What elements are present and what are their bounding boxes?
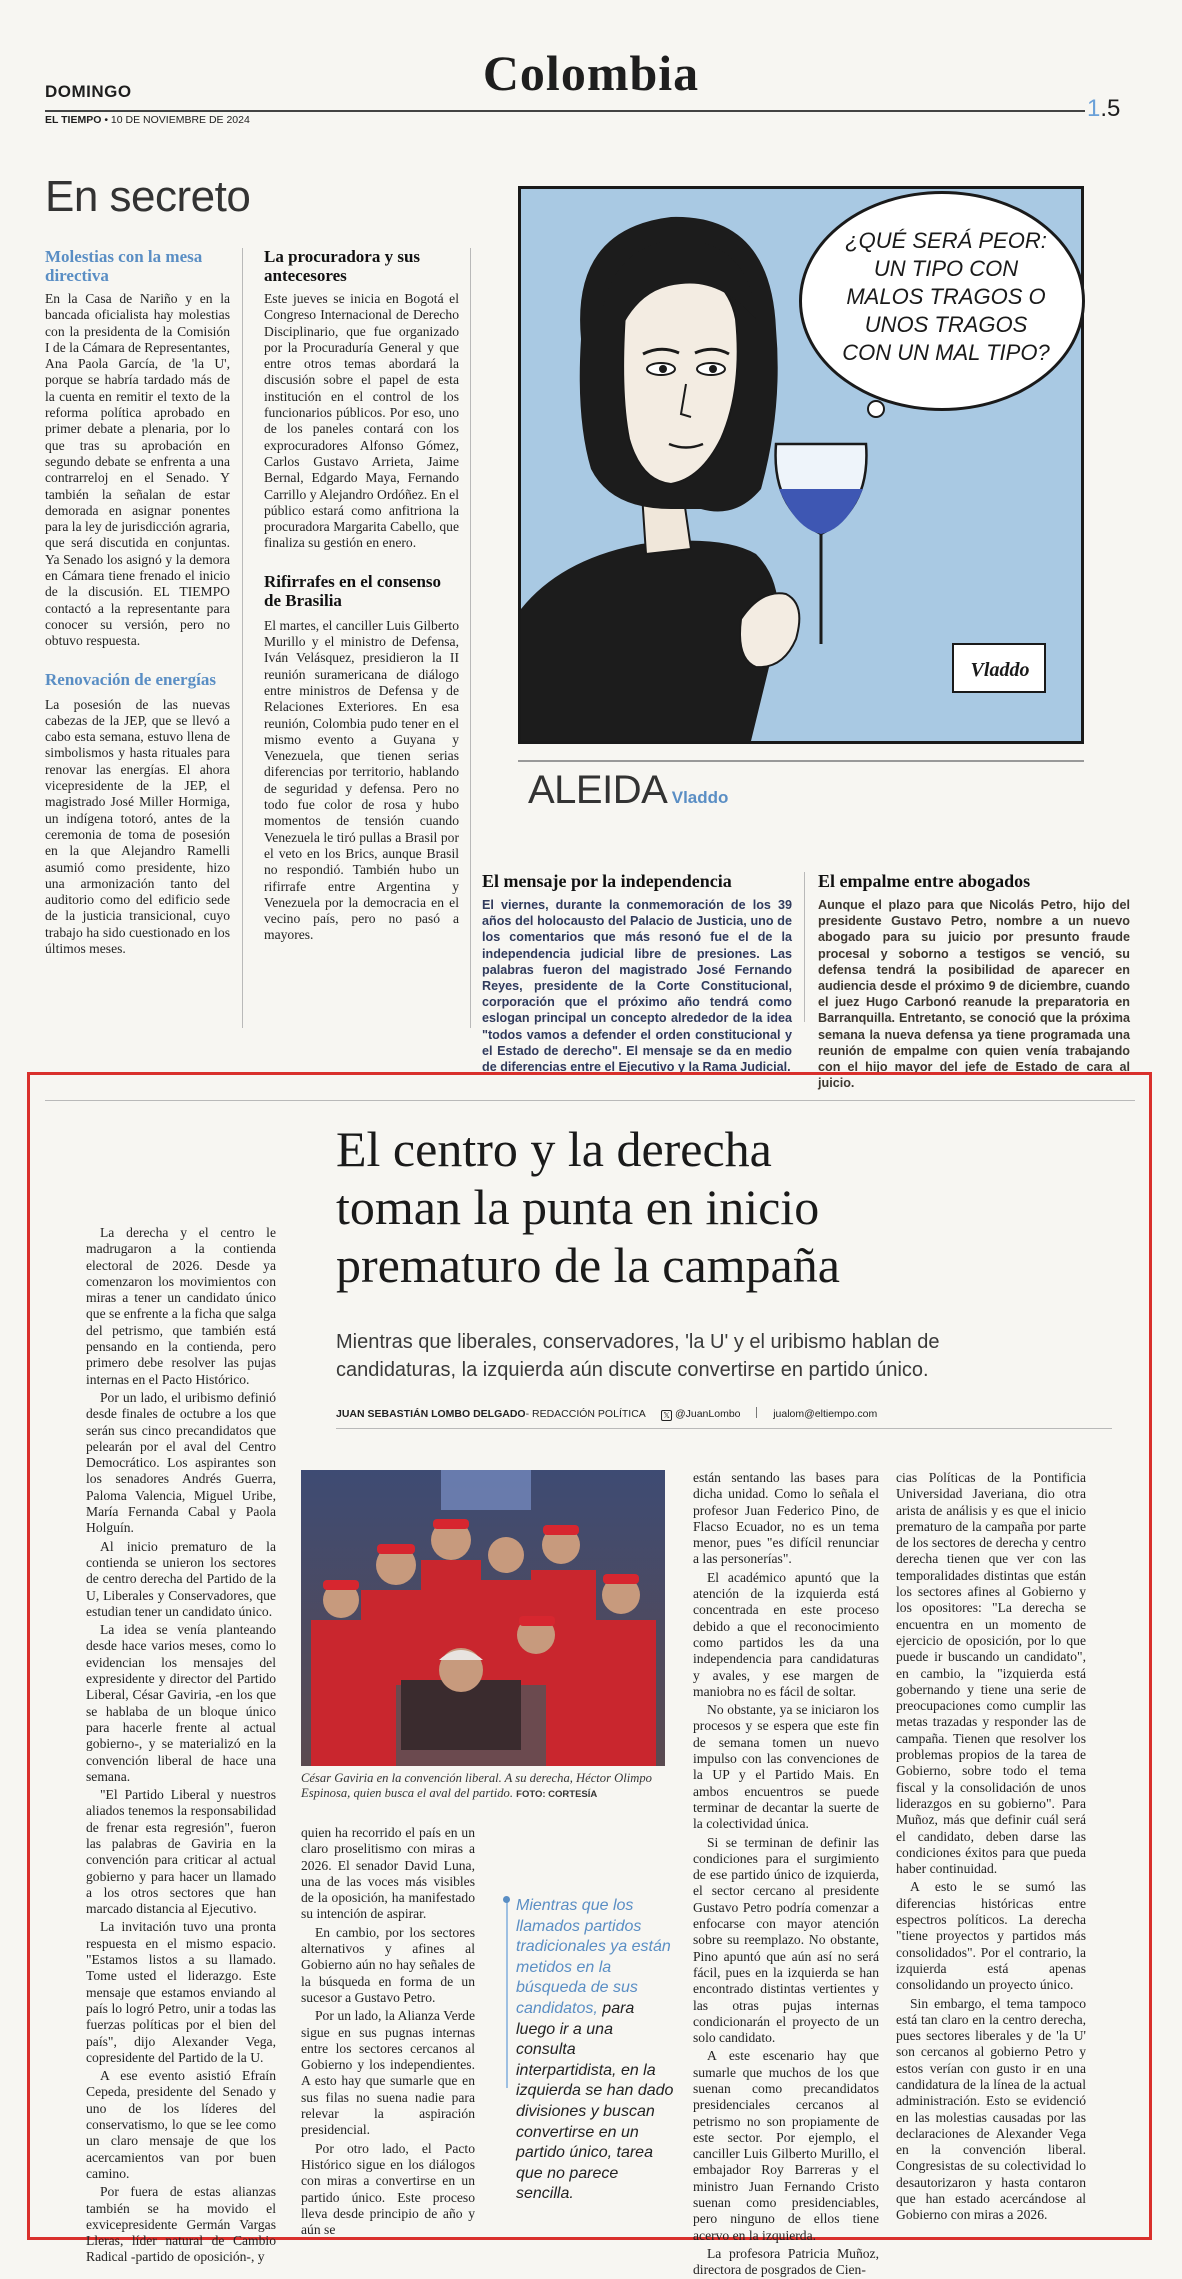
- secreto-body: Este jueves se inicia en Bogotá el Congreso Internacional de Derecho Disciplinario, que fue organizado por la Procuraduría General y que entre otros temas abordará la discusión sobre el papel de esta institución en el control de los funcionarios públicos. Por eso, uno de los paneles contará con los exprocuradores Alfonso Gómez, Carlos Gustavo Arrieta, Jaime Bernal, Edgardo Maya, Fernando Carrillo y Alejandro Ordóñez. En el público estará como anfitriona la procuradora Margarita Cabello, que finaliza su gestión en enero.: [264, 291, 459, 551]
- article-paragraph: están sentando las bases para dicha unidad. Como lo señala el profesor Juan Federico Pino, de Flacso Ecuador, no es un tema menor, pues "es difícil renunciar a las personerías".: [693, 1470, 879, 1567]
- paper-name: EL TIEMPO: [45, 114, 102, 126]
- secreto-head: La procuradora y sus antecesores: [264, 247, 421, 285]
- box-empalme: [818, 871, 1130, 1091]
- header-rule: [45, 110, 1085, 112]
- article-top-rule: [45, 1100, 1135, 1101]
- article-paragraph: quien ha recorrido el país en un claro proselitismo con miras a 2026. El senador David Luna, una de las voces más visibles de la oposición, ha manifestado su intención de aspirar.: [301, 1825, 475, 1922]
- strip-rule: [518, 760, 1084, 762]
- article-paragraph: Sin embargo, el tema tampoco está tan claro en la centro derecha, pues sectores liberales y de 'la U' son cercanos al gobierno Petro y estos verían con gusto ir en una candidatura de la línea de la actual administración. Esto se evidenció en las molestias causadas por las declaraciones de Alexander Vega en la convención liberal. Congresistas de su colectividad lo desautorizaron y hasta contaron que han estado acercándose al Gobierno con miras a 2026.: [896, 1995, 1086, 2223]
- article-paragraph: La profesora Patricia Muñoz, directora de posgrados de Cien-: [693, 2245, 879, 2278]
- article-col-2: [301, 1825, 475, 2238]
- byline-name: JUAN SEBASTIÁN LOMBO DELGADO: [336, 1408, 526, 1420]
- article-paragraph: cias Políticas de la Pontificia Universidad Javeriana, dio otra arista de análisis y es que el inicio prematuro de la campaña por parte de los sectores de derecha y centro derecha tienen que ver con las temporalidades distintas que están los sectores afines al Gobierno y los opositores: "La derecha se encuentra en un momento de ejercicio de oposición, por lo que puede ir buscando un candidato", en cambio, la "izquierda está gobernando y tiene una serie de preocupaciones como cumplir las metas trazadas y responder las de campaña. Tienen que resolver los problemas propios de la tarea de Gobierno, sobre todo el tema fiscal y la consolidación de unos liderazgos en su gobierno". Para Muñoz, más que definir cuál será el candidato, deben darse las condiciones éxitos para que pueda haber continuidad.: [896, 1470, 1086, 1877]
- box-head: El empalme entre abogados: [818, 871, 1031, 891]
- headline-line: El centro y la derecha: [336, 1121, 772, 1177]
- article-paragraph: El académico apuntó que la atención de la izquierda está concentrada en este proceso debido a que el reconocimiento como partidos les da una independencia para candidaturas y avales, y ese margen de maniobra no es fácil de soltar.: [693, 1569, 879, 1699]
- pullquote-dot: [503, 1896, 510, 1903]
- pullquote-rest: para luego ir a una consulta interpartidista, en la izquierda se han dado divisiones y buscan convertirse en un partido único, tarea que no parece sencilla.: [516, 1999, 674, 2203]
- article-col-3: [693, 1470, 879, 2278]
- byline-x-handle[interactable]: @JuanLombo: [674, 1408, 741, 1420]
- section-title: Colombia: [482, 45, 700, 101]
- strip-author: Vladdo: [671, 788, 729, 807]
- article-headline: [336, 1120, 1056, 1294]
- secreto-divider: [470, 248, 471, 1028]
- article-paragraph: A ese evento asistió Efraín Cepeda, presidente del Senado y uno de los líderes del conservatismo, lo que se lee como un claro mensaje de que los acercamientos van por buen camino.: [86, 2068, 276, 2181]
- article-paragraph: Por un lado, la Alianza Verde sigue en sus pugnas internas entre los sectores cercanos al Gobierno y los independientes. A esto hay que sumarle que en sus filas no suena nadie para relevar la aspiración presidencial.: [301, 2008, 475, 2138]
- x-logo-icon: 𝕏: [661, 1410, 672, 1421]
- strip-title-text: ALEIDA: [528, 768, 668, 812]
- paper-dateline: [45, 114, 250, 126]
- article-paragraph: A esto le se sumó las diferencias históricas entre espectros políticos. La derecha "tiene proyectos y partidos más consolidados". Por el contrario, la izquierda está apenas consolidando un proyecto único.: [896, 1879, 1086, 1993]
- secreto-body: En la Casa de Nariño y en la bancada oficialista hay molestias con la presidenta de la Comisión I de la Cámara de Representantes, Ana Paola García, de 'la U', porque se habría tardado más de la cuenta en remitir el texto de la reforma política aprobado en primer debate a plenaria, por lo que tras su aprobación en segundo debate se enfrenta a una contrarreloj en el Senado. Y también la señalan de estar demorada en asignar ponentes para la ley de jurisdicción agraria, que será discutida en conjuntas. Ya Senado los asignó y la demora en Cámara tiene frenado el inicio de la discusión. EL TIEMPO contactó a la representante para conocer su versión, pero no obtuvo respuesta.: [45, 291, 230, 649]
- box-divider: [804, 872, 805, 1022]
- pullquote: [516, 1896, 674, 2205]
- cartoon-panel: [518, 186, 1084, 744]
- article-paragraph: "El Partido Liberal y nuestros aliados tenemos la responsabilidad de frenar esta regresión", fueron las palabras de Gaviria en la convención para criticar al actual gobierno y para hacer un llamado a los otros sectores que han marcado distancia al Ejecutivo.: [86, 1787, 276, 1917]
- strip-title: [528, 768, 728, 813]
- box-body: Aunque el plazo para que Nicolás Petro, hijo del presidente Gustavo Petro, nombre a un nuevo abogado para su juicio por presunto fraude procesal y soborno a testigos se venció, su defensa tendrá la posibilidad de aparecer en audiencia desde el próximo 9 de diciembre, cuando el juez Hugo Carbonó reanude la preparatoria en Barranquilla. Entretanto, se conoció que la próxima semana la nueva defensa ya tiene programada una reunión de empalme con quien venía trabajando con el hijo mayor del jefe de Estado de cara al juicio.: [818, 898, 1130, 1091]
- photo-caption: [301, 1771, 665, 1802]
- article-paragraph: No obstante, ya se iniciaron los procesos y se espera que este fin de semana tomen un nuevo impulso con las convenciones de la UP y el Partido Mais. En ambos encuentros se puede terminar de decantar la suerte de la colectividad única.: [693, 1702, 879, 1832]
- page-number: [1087, 95, 1120, 123]
- article-paragraph: Por otro lado, el Pacto Histórico sigue en los diálogos con miras a convertirse en un partido único. Este proceso lleva desde principio de año y aún se: [301, 2140, 475, 2238]
- headline-line: prematuro de la campaña: [336, 1237, 840, 1293]
- article-paragraph: Por fuera de estas alianzas también se ha movido el exvicepresidente Germán Vargas Lleras, líder natural de Cambio Radical -partido de oposición-, y: [86, 2184, 276, 2265]
- secreto-head: Rifirrafes en el consenso de Brasilia: [264, 571, 442, 610]
- article-paragraph: Si se terminan de definir las condiciones para el surgimiento de ese partido único de izquierda, el sector cercano al presidente Gustavo Petro podría comenzar a enfocarse con mayor atención sobre su reemplazo. No obstante, Pino apuntó que aún así no será fácil, pues en la izquierda se han encontrado distintas vertientes y las otras pujas internas condicionarán el proyecto de un solo candidato.: [693, 1834, 879, 2046]
- secreto-col-2: [264, 247, 459, 990]
- secreto-head: Molestias con la mesa directiva: [45, 247, 203, 285]
- secreto-divider: [242, 248, 243, 1028]
- headline-line: toman la punta en inicio: [336, 1179, 820, 1235]
- article-paragraph: La derecha y el centro le madrugaron a la contienda electoral de 2026. Desde ya comenzaron los movimientos con miras a tener un candidato único que se enfrente a la ficha que salga del petrismo, que también está pensando en la contienda, pero primero debe resolver las pujas internas en el Pacto Histórico.: [86, 1225, 276, 1387]
- article-paragraph: La invitación tuvo una pronta respuesta en el mismo espacio. "Estamos listos a su llamado. Tome usted el liderazgo. Este mensaje que estamos enviando al país lo logró Petro, unir a todas las fuerzas políticas por el bien del país", dijo Alexander Vega, copresidente del Partido de la U.: [86, 1919, 276, 2065]
- caption-credit: FOTO: CORTESÍA: [516, 1789, 598, 1800]
- article-deck: Mientras que liberales, conservadores, 'la U' y el uribismo hablan de candidaturas, la izquierda aún discute convertirse en partido único.: [336, 1331, 940, 1381]
- secreto-head: Renovación de energías: [45, 669, 216, 689]
- article-paragraph: Por un lado, el uribismo definió desde finales de octubre a los que serán sus cinco precandidatos que pelearán por el aval del Centro Democrático. Los aspirantes son los senadores Andrés Guerra, Paloma Valencia, Miguel Uribe, María Fernanda Cabal y Paola Holguín.: [86, 1389, 276, 1536]
- box-head: El mensaje por la independencia: [482, 871, 732, 891]
- secreto-title: En secreto: [45, 172, 251, 221]
- secreto-body: La posesión de las nuevas cabezas de la JEP, que se llevó a cabo esta semana, estuvo llena de simbolismos y hasta rituales para renovar las energías. El ahora vicepresidente de la JEP, el magistrado José Miller Hormiga, un indígena totoró, antes de la ceremonia de toma de posesión en la que Alejandro Ramelli asumió como presidente, hizo una armonización tanto del auditorio como del edificio sede de la justicia transicional, cuyo trabajo ha sido cuestionado en los últimos meses.: [45, 696, 230, 956]
- article-paragraph: Al inicio prematuro de la contienda se unieron los sectores de centro derecha del Partido de la U, Liberales y Conservadores, que estudian tener un candidato único.: [86, 1538, 276, 1619]
- article-paragraph: La idea se venía planteando desde hace varios meses, como lo evidencian los mensajes del expresidente y director del Partido Liberal, César Gaviria, -en los que se hablaba de un bloque único para hacerle frente al actual gobierno-, y se materializó en la convención liberal de hace una semana.: [86, 1622, 276, 1784]
- byline-email[interactable]: jualom@eltiempo.com: [773, 1408, 878, 1420]
- thought-bubble-text: ¿QUÉ SERÁ PEOR: UN TIPO CON MALOS TRAGOS O UNOS TRAGOS CON UN MAL TIPO?: [842, 228, 1050, 365]
- article-col-4: [896, 1470, 1086, 2228]
- byline-rule: [336, 1428, 1112, 1429]
- box-body: El viernes, durante la conmemoración de los 39 años del holocausto del Palacio de Justicia, uno de los comentarios que más resonó fue el de la independencia judicial libre de presiones. Las palabras fueron del magistrado José Fernando Reyes, presidente de la Corte Constitucional, corporación que el próximo año tendrá como eslogan principal un concepto alrededor de la idea "todos vamos a defender el orden constitucional y el Estado de derecho". El mensaje se da en medio de diferencias entre el Ejecutivo y la Rama Judicial.: [482, 898, 792, 1075]
- article-byline: [336, 1407, 877, 1421]
- secreto-body: El martes, el canciller Luis Gilberto Murillo y el ministro de Defensa, Iván Velásquez, presidieron la II reunión suramericana de diálogo entre ministros de Defensa y de Relaciones Exteriores. En esa reunión, Colombia pudo tener en el mismo evento a Guyana y Venezuela, que tienen serias diferencias por territorio, hablando de seguridad y defensa. Pero no todo fue color de rosa y hubo momentos de tensión cuando Venezuela le tiró pullas a Brasil por el veto en los Brics, aunque Brasil no respondió. También hubo un rifirrafe entre Argentina y Venezuela por la democracia en el vecino país, pero no pasó a mayores.: [264, 617, 459, 943]
- paper-date: • 10 DE NOVIEMBRE DE 2024: [104, 114, 250, 126]
- article-paragraph: A este escenario hay que sumarle que muchos de los que suenan como precandidatos presidenciales cercanos al petrismo no son propiamente de este sector. Por ejemplo, el canciller Luis Gilberto Murillo, el embajador Roy Barreras y el ministro Juan Fernando Cristo suenan como presidenciables, pero ninguno de ellos tiene acervo en la izquierda.: [693, 2048, 879, 2243]
- secreto-col-1: [45, 247, 230, 955]
- article-paragraph: En cambio, por los sectores alternativos y afines al Gobierno aún no hay señales de la búsqueda en forma de un sucesor a Gustavo Petro.: [301, 1924, 475, 2005]
- pullquote-highlight: Mientras que los llamados partidos tradicionales ya están metidos en la búsqueda de sus candidatos,: [516, 1897, 671, 2017]
- page-number-a: 1: [1087, 95, 1101, 122]
- article-photo: [301, 1470, 665, 1766]
- caption-text: César Gaviria en la convención liberal. A su derecha, Héctor Olimpo Espinosa, quien busca el aval del partido.: [301, 1771, 652, 1800]
- day-label: DOMINGO: [45, 82, 132, 101]
- pullquote-rule: [506, 1898, 508, 2088]
- article-col-1: [86, 1225, 276, 2265]
- convention-crowd-photo: [301, 1470, 665, 1766]
- page-number-b: .5: [1100, 95, 1121, 122]
- byline-role: - REDACCIÓN POLÍTICA: [525, 1408, 646, 1420]
- cartoon-signature: Vladdo: [970, 659, 1030, 681]
- box-independencia: [482, 871, 792, 1075]
